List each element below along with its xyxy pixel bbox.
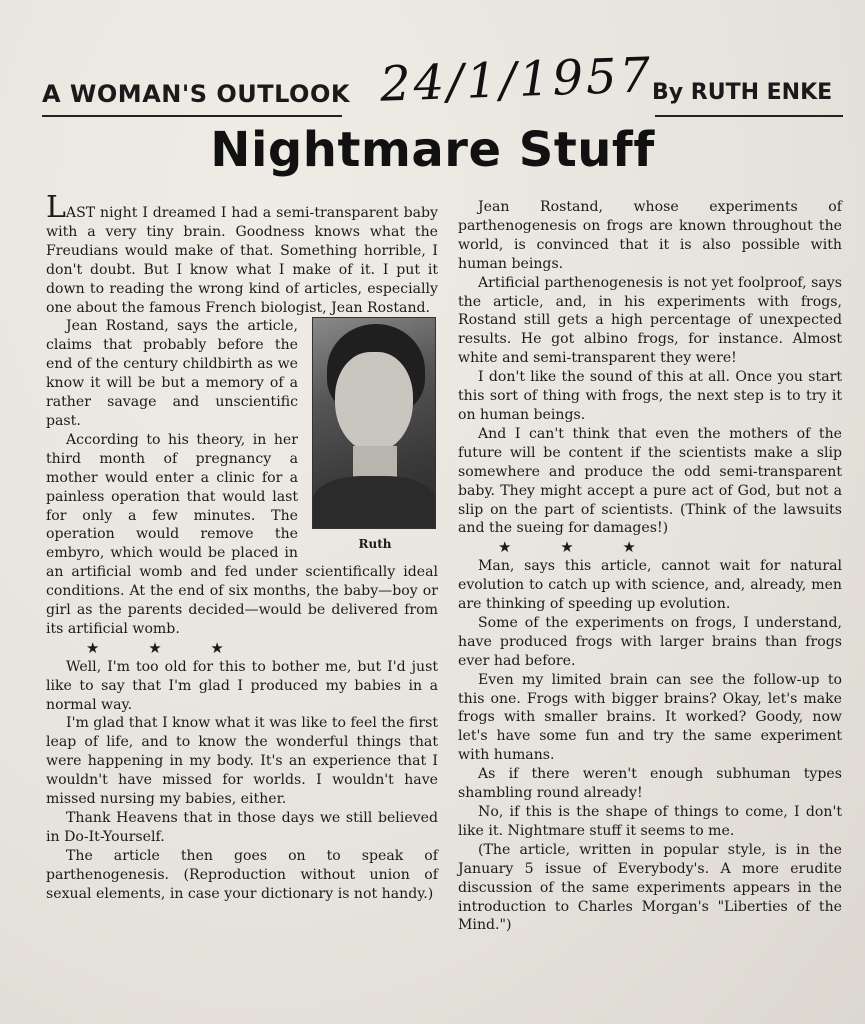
- paragraph: I don't like the sound of this at all. Once you start this sort of thing with frogs, the next step is to try it on human beings.: [458, 369, 842, 423]
- paragraph: No, if this is the shape of things to come, I don't like it. Nightmare stuff it seems to me.: [458, 804, 842, 839]
- section-label: A WOMAN'S OUTLOOK: [42, 80, 350, 108]
- byline: By RUTH ENKE: [652, 80, 833, 105]
- paragraph: Even my limited brain can see the follow-up to this one. Frogs with bigger brains? Okay, let's make frogs with smaller brains. It worked? Goody, now let's have some fun and try the same experiment with humans.: [458, 671, 842, 764]
- paragraph: The article then goes on to speak of parthenogenesis. (Reproduction without union of sexual elements, in case your dictionary is not handy.): [46, 847, 438, 902]
- author-photo: [312, 317, 436, 529]
- paragraph: (The article, written in popular style, is in the January 5 issue of Everybody's. A more erudite discussion of the same experiments appears in the introduction to Charles Morgan's "Liberties of the Mind."): [458, 841, 842, 934]
- paragraph: Man, says this article, cannot wait for natural evolution to catch up with science, and, already, men are thinking of speeding up evolution.: [458, 558, 842, 613]
- paragraph: As if there weren't enough subhuman types shambling round already!: [458, 766, 842, 802]
- paragraph: And I can't think that even the mothers of the future will be content if the scientists make a slip somewhere and produce the odd semi-transparent baby. They might accept a pure act of God, but not a slip on the part of scientists. (Think of the lawsuits and the sueing for damages!): [458, 425, 842, 537]
- headline: Nightmare Stuff: [210, 122, 655, 178]
- paragraph: According to his theory, in her third month of pregnancy a mother would enter a clinic for a painless operation that would last for only a few minutes. The operation would remove the embyro, which would be placed in an artificial womb and fed under scientifically ideal conditions. At the end of six months, the baby—boy or girl as the parents decided—would be delivered from its artificial womb.: [46, 431, 438, 637]
- paragraph: Some of the experiments on frogs, I understand, have produced frogs with larger brains than frogs ever had before.: [458, 614, 842, 669]
- author-photo-block: [308, 317, 434, 554]
- right-column: [458, 198, 842, 935]
- section-break-stars: ★ ★ ★: [498, 538, 658, 557]
- paragraph: Artificial parthenogenesis is not yet foolproof, says the article, and, in his experiments with frogs, Rostand still gets a high percentage of unexpected results. He got albino frogs, for instance. Almost white and semi-transparent they were!: [458, 274, 842, 367]
- paragraph: I'm glad that I know what it was like to feel the first leap of life, and to know the wonderful things that were happening in my body. It's an experience that I wouldn't have missed for worlds. I wouldn't have missed nursing my babies, either.: [46, 715, 438, 808]
- paragraph: Thank Heavens that in those days we still believed in Do-It-Yourself.: [46, 810, 438, 845]
- left-column: [46, 190, 438, 904]
- photo-caption: Ruth: [358, 537, 392, 552]
- paragraph: Jean Rostand, whose experiments of parthenogenesis on frogs are known throughout the world, is convinced that it is also possible with human beings.: [458, 199, 842, 272]
- byline-rule: [655, 115, 843, 117]
- paragraph: Well, I'm too old for this to bother me, but I'd just like to say that I'm glad I produced my babies in a normal way.: [46, 658, 438, 713]
- paragraph-text: AST night I dreamed I had a semi-transparent baby with a very tiny brain. Goodness knows what the Freudians would make of that. Something horrible, I don't doubt. But I know what I make of it. I put it down to reading the wrong kind of articles, especially one about the famous French biologist, Jean Rostand.: [46, 205, 438, 316]
- paragraph: [46, 190, 438, 317]
- drop-cap: L: [46, 190, 66, 225]
- handwritten-date: 24/1/1957: [379, 47, 655, 113]
- section-break-stars: ★ ★ ★: [86, 638, 246, 657]
- paragraph: Jean Rostand, says the article, claims that probably before the end of the century childbirth as we know it will be but a memory of a rather savage and unscientific past.: [46, 318, 298, 429]
- section-rule-left: [42, 115, 342, 117]
